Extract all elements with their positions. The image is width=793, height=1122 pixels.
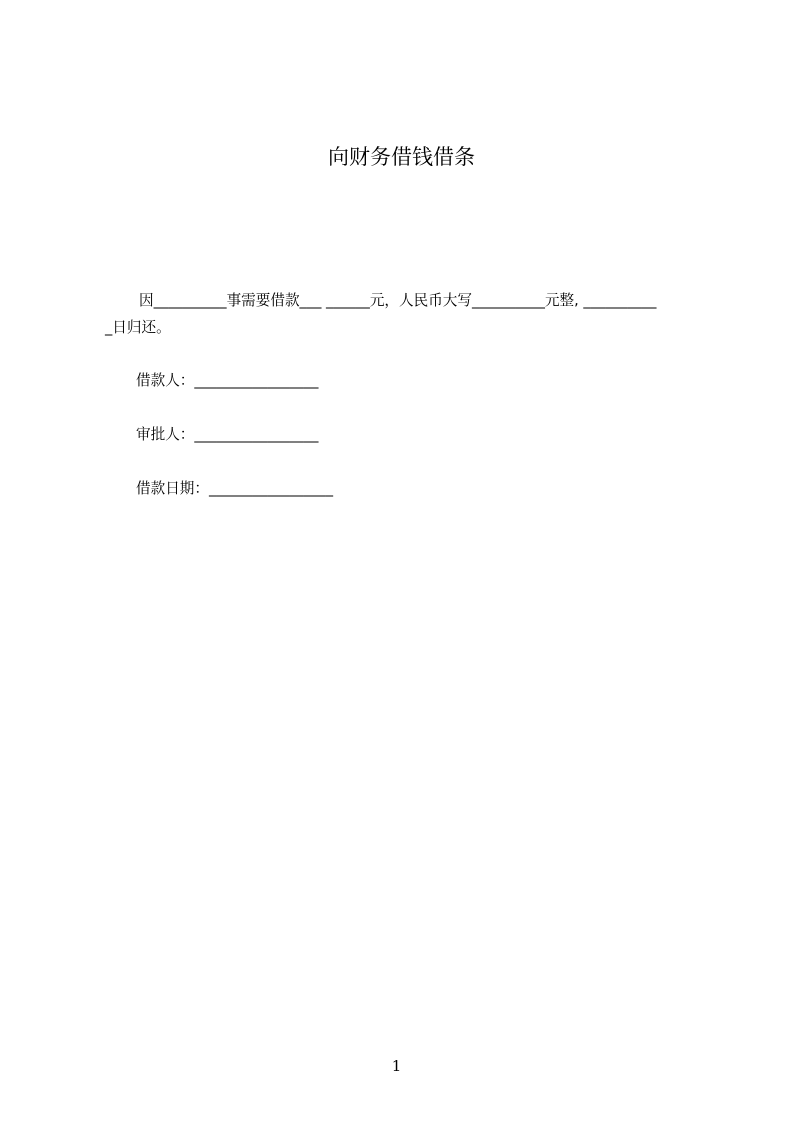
document-title: 向财务借钱借条 bbox=[328, 145, 475, 169]
page-number: 1 bbox=[391, 1057, 402, 1075]
borrow-date-field: 借款日期：_________________ bbox=[136, 480, 334, 497]
approver-field: 审批人：_________________ bbox=[136, 426, 319, 443]
loan-statement-line-1 bbox=[105, 291, 705, 311]
loan-statement-text-1: 因__________事需要借款___ ______元，人民币大写__________元整, __________ bbox=[139, 292, 657, 309]
loan-statement-line-2: _日归还。 bbox=[105, 319, 171, 336]
borrower-field: 借款人：_________________ bbox=[136, 372, 319, 389]
